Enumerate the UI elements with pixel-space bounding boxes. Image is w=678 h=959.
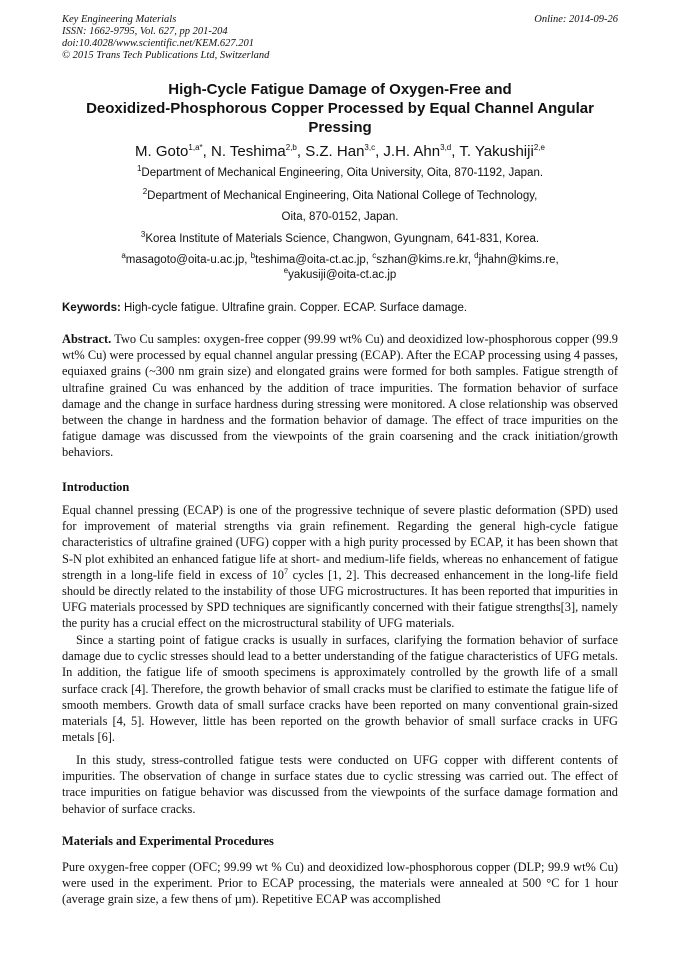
online-date: Online: 2014-09-26 (534, 14, 618, 25)
journal-header (62, 14, 618, 62)
keywords-label: Keywords: (62, 302, 121, 314)
abstract (62, 331, 618, 461)
affiliation-sup: 3 (140, 230, 146, 240)
title-line-3: Pressing (308, 119, 372, 136)
email-link[interactable]: szhan@kims.re.kr, (376, 254, 475, 266)
section-heading-materials: Materials and Experimental Procedures (62, 834, 274, 848)
affiliation-text: Korea Institute of Materials Science, Changwon, Gyungnam, 641-831, Korea. (145, 233, 540, 245)
author-sup: 1,a* (188, 143, 203, 152)
intro-paragraph-3 (62, 752, 618, 817)
email-sup: c (372, 251, 377, 261)
email-link[interactable]: teshima@oita-ct.ac.jp, (255, 254, 373, 266)
paragraph-text: Equal channel pressing (ECAP) is one of the progressive technique of severe plastic deformation (SPD) used for improvement of material strengths via grain refinement. Regarding the general high-cycle fatigue characteristics of ultrafine grained (UFG) copper with a high purity processed by ECAP, it has been shown that S-N plot exhibited an enhanced fatigue life at short- and medium-life fields, whereas no enhancement of fatigue strength in a long-life field in excess of 10 (62, 503, 618, 582)
keywords-text: High-cycle fatigue. Ultrafine grain. Copper. ECAP. Surface damage. (120, 302, 468, 314)
affiliation-3 (62, 232, 618, 247)
affiliation-text: Department of Mechanical Engineering, Oita National College of Technology, (147, 190, 538, 202)
author-list: M. Goto$^{1,a*}$, N. Teshima$^{2,b}$, S.Z. Han$^{3,c}$, J.H. Ahn$^{3,d}$, T. Yakushiji$^{2,e}$ (135, 143, 545, 160)
doi-line: doi:10.4028/www.scientific.net/KEM.627.201 (62, 38, 254, 49)
paragraph-text: In this study, stress-controlled fatigue tests were conducted on UFG copper with different contents of impurities. The observation of change in surface states due to cyclic stressing was carried out. The effect of trace impurities on fatigue behavior was discussed from the viewpoints of the surface damage formation and behavior of surface cracks. (62, 753, 618, 816)
author-sup: 3,d (440, 143, 452, 152)
author-name: M. Goto (135, 143, 189, 160)
journal-name: Key Engineering Materials (62, 14, 177, 25)
email-link[interactable]: jhahn@kims.re, (478, 254, 559, 266)
email-sup: d (474, 251, 479, 261)
materials-paragraph-1: Pure oxygen-free copper (OFC; 99.99 wt % Cu) and deoxidized low-phosphorous copper (DLP; 99.9 wt% Cu) were used in the experiment. Prior to ECAP processing, the materials were annealed at 500 °C for 1 hour (average grain size, a few thens of µm). Repetitive ECAP was accomplished (62, 860, 618, 907)
paragraph-text: cycles [1, 2]. This decreased enhancement in the long-life field should be directly related to the instability of those UFG microstructures. It has been reported that impurities in UFG materials processed by SPD techniques are significantly concerned with their fatigue strengths[3], namely the purity has a crucial effect on the microstructural stability of UFG materials. (62, 567, 619, 631)
keywords (62, 301, 618, 316)
affiliation-2 (62, 189, 618, 204)
email-sup: e (283, 266, 289, 276)
author-name: S.Z. Han (305, 143, 365, 160)
email-sup: a (121, 251, 126, 261)
copyright-line: © 2015 Trans Tech Publications Ltd, Switzerland (62, 50, 270, 61)
affiliation-sup: 1 (136, 164, 142, 174)
author-name: T. Yakushiji (459, 143, 534, 160)
section-heading-introduction: Introduction (62, 480, 130, 494)
author-sup: 2,b (285, 143, 297, 152)
affiliation-1 (62, 166, 618, 181)
author-sup: 3,c (364, 143, 376, 152)
affiliation-text: Department of Mechanical Engineering, Oita University, Oita, 870-1192, Japan. (141, 167, 544, 179)
author-sup: 2,e (533, 143, 545, 152)
intro-paragraph-1 (62, 502, 618, 632)
title-line-1: High-Cycle Fatigue Damage of Oxygen-Free and (168, 81, 512, 98)
intro-paragraph-2 (62, 632, 618, 745)
abstract-label: Abstract. (62, 332, 112, 346)
email-link[interactable]: masagoto@oita-u.ac.jp, (125, 254, 251, 266)
author-emails (62, 253, 618, 283)
paper-title (62, 80, 618, 137)
exponent: 7 (283, 566, 288, 576)
author-name: N. Teshima (210, 143, 286, 160)
author-name: J.H. Ahn (383, 143, 441, 160)
title-line-2: Deoxidized-Phosphorous Copper Processed by Equal Channel Angular (86, 100, 594, 117)
email-sup: b (250, 251, 256, 261)
affiliation-sup: 2 (142, 187, 148, 197)
affiliation-2-cont: Oita, 870-0152, Japan. (281, 211, 399, 223)
paragraph-text: Since a starting point of fatigue cracks is usually in surfaces, clarifying the formation behavior of surface damage due to cyclic stresses should lead to a better understanding of the fatigue characteristics of UFG metals. In addition, the fatigue life of smooth specimens is approximately controlled by the growth life of a small surface crack [4]. Therefore, the growth behavior of small cracks must be clarified to estimate the fatigue life of smooth members. Growth data of small surface cracks have been reported on many conventional grain-sized materials [4, 5]. However, little has been reported on the growth behavior of small surface cracks in UFG metals [6]. (62, 633, 618, 745)
email-link[interactable]: yakusiji@oita-ct.ac.jp (288, 269, 397, 281)
abstract-text: Two Cu samples: oxygen-free copper (99.99 wt% Cu) and deoxidized low-phosphorous copper (99.9 wt% Cu) were processed by equal channel angular pressing (ECAP). After the ECAP processing using 4 passes, equiaxed grains (~300 nm grain size) and elongated grains were formed for both samples. Fatigue strength of ultrafine grained Cu was enhanced by the addition of trace impurities. The formation behavior of surface damage and the change in surface hardness during stressing were monitored. A close relationship was observed between the change in hardness and the formation behavior of damage. The effect of trace impurities on the fatigue damage was discussed from the viewpoints of the grain coarsening and the crack initiation/growth behaviors. (62, 332, 618, 460)
issn-line: ISSN: 1662-9795, Vol. 627, pp 201-204 (62, 26, 228, 37)
